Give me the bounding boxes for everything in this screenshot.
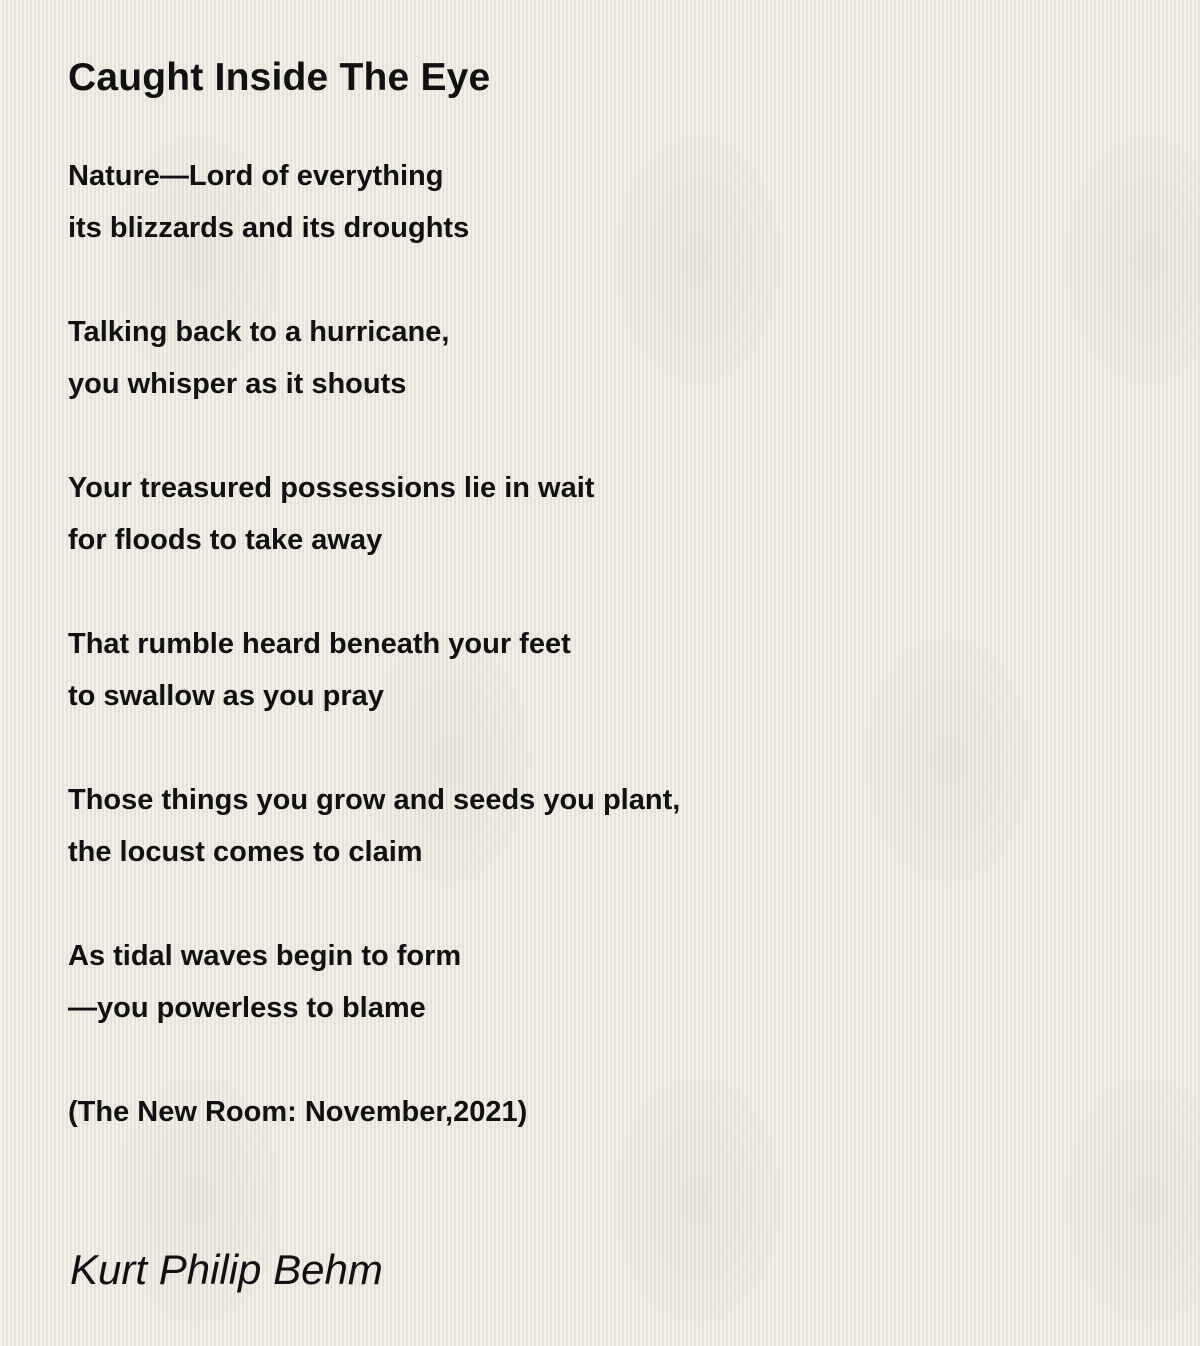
poem-line: its blizzards and its droughts	[68, 212, 470, 244]
poem-line: you whisper as it shouts	[68, 368, 407, 400]
stanza	[68, 930, 1068, 1034]
poem-line: the locust comes to claim	[68, 836, 423, 868]
poem-line: Your treasured possessions lie in wait	[68, 472, 595, 504]
poem-title: Caught Inside The Eye	[68, 56, 491, 99]
author-name: Kurt Philip Behm	[70, 1246, 383, 1293]
stanza	[68, 774, 1068, 878]
poem-line: for floods to take away	[68, 524, 383, 556]
poem-body	[68, 150, 1068, 1138]
poem-line: That rumble heard beneath your feet	[68, 628, 571, 660]
stanza	[68, 618, 1068, 722]
publication-note: (The New Room: November,2021)	[68, 1096, 528, 1128]
poem-line: —you powerless to blame	[68, 992, 426, 1024]
poem-line: Talking back to a hurricane,	[68, 316, 450, 348]
poem-line: to swallow as you pray	[68, 680, 384, 712]
poem-line: Nature—Lord of everything	[68, 160, 444, 192]
poem-line: As tidal waves begin to form	[68, 940, 462, 972]
poem-line: Those things you grow and seeds you plant,	[68, 784, 681, 816]
stanza	[68, 306, 1068, 410]
stanza	[68, 462, 1068, 566]
stanza	[68, 150, 1068, 254]
